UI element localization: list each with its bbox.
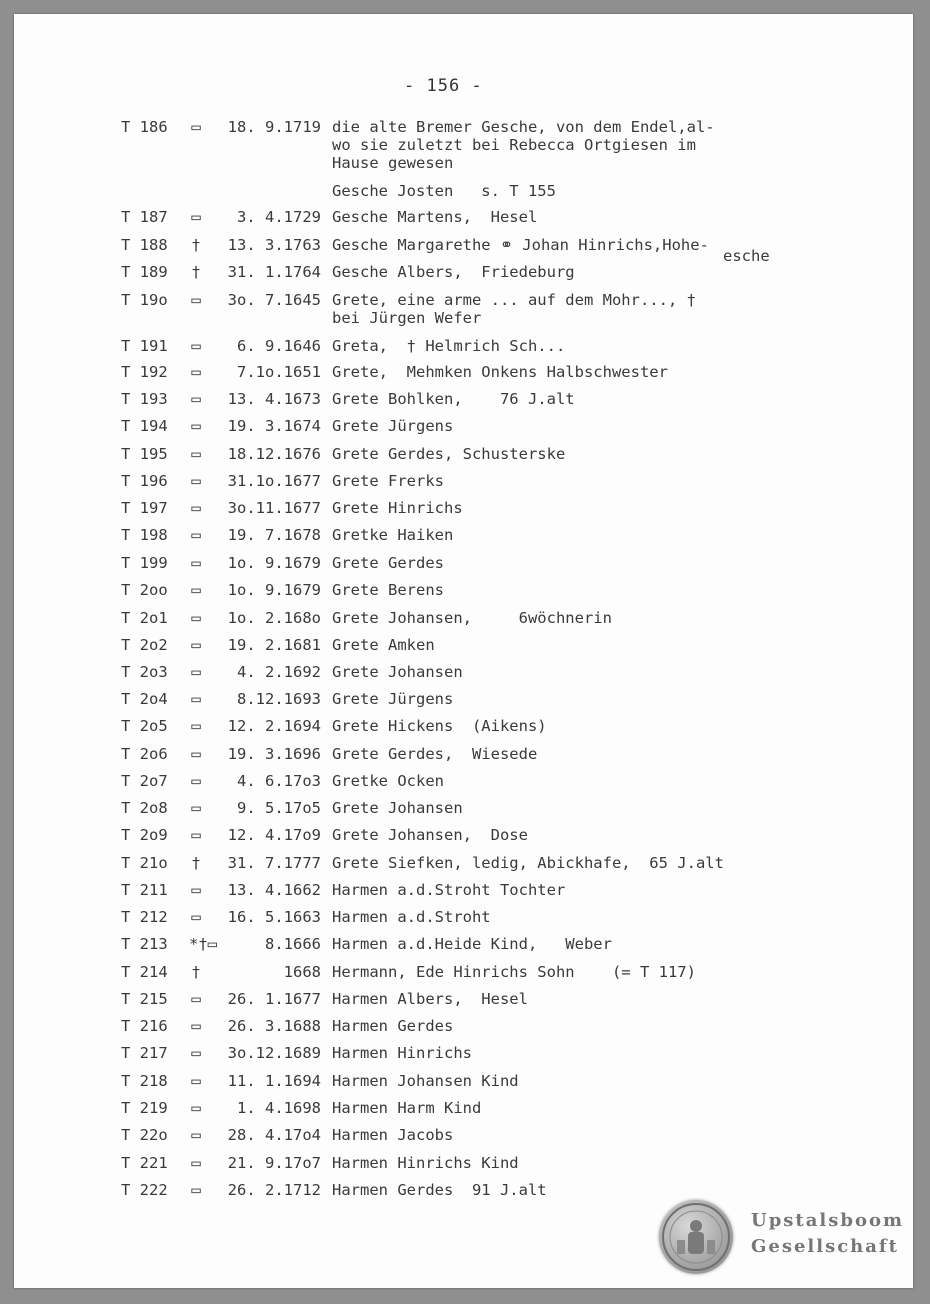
entry-date: 8.1666 (265, 935, 321, 953)
entry-id: T 2oo (121, 581, 168, 599)
entry-text: Harmen Hinrichs Kind (332, 1154, 519, 1172)
entry-mark: ▭ (191, 990, 201, 1008)
entry-date: 19. 3.1674 (227, 417, 321, 435)
entry-text: Grete Bohlken, 76 J.alt (332, 390, 575, 408)
entry-date: 18. 9.1719 (227, 118, 321, 136)
entry-id: T 215 (121, 990, 168, 1008)
entry-text: Grete Siefken, ledig, Abickhafe, 65 J.alt (332, 854, 724, 872)
entry-mark: ▭ (191, 337, 201, 355)
entry-mark: ▭ (191, 745, 201, 763)
entry-text: Grete Amken (332, 636, 435, 654)
entry-id: T 214 (121, 963, 168, 981)
watermark-line-2: Gesellschaft (751, 1236, 899, 1257)
entry-id: T 19o (121, 291, 168, 309)
entry-date: 19. 3.1696 (227, 745, 321, 763)
entry-id: T 2o3 (121, 663, 168, 681)
entry-mark: ▭ (191, 609, 201, 627)
entry-date: 31. 7.1777 (227, 854, 321, 872)
document-page (14, 14, 913, 1288)
entry-mark: ▭ (191, 908, 201, 926)
entry-id: T 194 (121, 417, 168, 435)
entry-id: T 2o2 (121, 636, 168, 654)
entry-text: Harmen Gerdes (332, 1017, 454, 1035)
entry-mark: ▭ (191, 208, 201, 226)
entry-date: 31.1o.1677 (227, 472, 321, 490)
entry-text: Grete, eine arme ... auf dem Mohr..., † (332, 291, 696, 309)
entry-date: 18.12.1676 (227, 445, 321, 463)
entry-id: T 196 (121, 472, 168, 490)
entry-date: 6. 9.1646 (237, 337, 321, 355)
entry-mark: ▭ (191, 690, 201, 708)
watermark-line-1: Upstalsboom (751, 1210, 905, 1231)
entry-date: 16. 5.1663 (227, 908, 321, 926)
entry-mark: ▭ (191, 1072, 201, 1090)
entry-text: Gesche Albers, Friedeburg (332, 263, 575, 281)
entry-date: 4. 6.17o3 (237, 772, 321, 790)
entry-id: T 221 (121, 1154, 168, 1172)
entry-mark: † (191, 854, 201, 872)
entry-id: T 186 (121, 118, 168, 136)
entry-text: Harmen Johansen Kind (332, 1072, 519, 1090)
entry-mark: ▭ (191, 554, 201, 572)
entry-mark: ▭ (191, 581, 201, 599)
entry-id: T 193 (121, 390, 168, 408)
entry-text: Grete Jürgens (332, 690, 454, 708)
entry-date: 7.1o.1651 (237, 363, 321, 381)
entry-id: T 187 (121, 208, 168, 226)
watermark (659, 1198, 909, 1278)
entry-note: esche (723, 247, 770, 265)
entry-text: Hermann, Ede Hinrichs Sohn (= T 117) (332, 963, 696, 981)
entry-id: T 2o6 (121, 745, 168, 763)
entry-id: T 218 (121, 1072, 168, 1090)
entry-mark: ▭ (191, 1126, 201, 1144)
entry-date: 12. 2.1694 (227, 717, 321, 735)
entry-date: 1o. 2.168o (227, 609, 321, 627)
entry-id: T 211 (121, 881, 168, 899)
entry-date: 1o. 9.1679 (227, 581, 321, 599)
entry-continuation: Hause gewesen (332, 154, 454, 172)
entry-date: 21. 9.17o7 (227, 1154, 321, 1172)
entry-id: T 197 (121, 499, 168, 517)
entry-date: 13. 4.1662 (227, 881, 321, 899)
entry-id: T 213 (121, 935, 168, 953)
entry-mark: ▭ (191, 118, 201, 136)
entry-date: 11. 1.1694 (227, 1072, 321, 1090)
entry-id: T 191 (121, 337, 168, 355)
entry-text: Harmen a.d.Heide Kind, Weber (332, 935, 612, 953)
register-entries (14, 14, 913, 1288)
entry-id: T 188 (121, 236, 168, 254)
entry-date: 12. 4.17o9 (227, 826, 321, 844)
entry-id: T 199 (121, 554, 168, 572)
entry-id: T 21o (121, 854, 168, 872)
entry-text: Grete Frerks (332, 472, 444, 490)
entry-date: 9. 5.17o5 (237, 799, 321, 817)
entry-text: Gesche Margarethe ⚭ Johan Hinrichs,Hohe- (332, 236, 709, 254)
entry-text: Grete Johansen, 6wöchnerin (332, 609, 612, 627)
entry-mark: ▭ (191, 717, 201, 735)
entry-text: Grete Gerdes, Wiesede (332, 745, 538, 763)
entry-mark: ▭ (191, 1099, 201, 1117)
entry-date: 28. 4.17o4 (227, 1126, 321, 1144)
entry-mark: *†▭ (189, 935, 217, 953)
entry-text: Gretke Haiken (332, 526, 454, 544)
entry-text: Harmen a.d.Stroht Tochter (332, 881, 566, 899)
entry-text: Grete Gerdes (332, 554, 444, 572)
entry-text: Harmen a.d.Stroht (332, 908, 491, 926)
entry-date: 4. 2.1692 (237, 663, 321, 681)
entry-id: T 198 (121, 526, 168, 544)
entry-text: Grete Jürgens (332, 417, 454, 435)
entry-text: Harmen Gerdes 91 J.alt (332, 1181, 547, 1199)
entry-date: 1o. 9.1679 (227, 554, 321, 572)
entry-text: Harmen Hinrichs (332, 1044, 472, 1062)
seal-logo-icon (659, 1200, 733, 1274)
entry-text: Grete Hinrichs (332, 499, 463, 517)
entry-id: T 2o8 (121, 799, 168, 817)
entry-id: T 2o9 (121, 826, 168, 844)
entry-mark: ▭ (191, 499, 201, 517)
entry-text: Greta, † Helmrich Sch... (332, 337, 566, 355)
entry-id: T 2o1 (121, 609, 168, 627)
entry-mark: ▭ (191, 417, 201, 435)
entry-text: Grete Berens (332, 581, 444, 599)
entry-date: 31. 1.1764 (227, 263, 321, 281)
entry-id: T 2o4 (121, 690, 168, 708)
entry-mark: ▭ (191, 1181, 201, 1199)
entry-mark: ▭ (191, 363, 201, 381)
entry-mark: ▭ (191, 826, 201, 844)
entry-id: T 2o5 (121, 717, 168, 735)
entry-mark: ▭ (191, 390, 201, 408)
entry-text: Harmen Jacobs (332, 1126, 454, 1144)
entry-id: T 189 (121, 263, 168, 281)
entry-date: 13. 4.1673 (227, 390, 321, 408)
entry-mark: † (191, 236, 201, 254)
entry-id: T 222 (121, 1181, 168, 1199)
entry-date: 1. 4.1698 (237, 1099, 321, 1117)
entry-text: Gesche Josten s. T 155 (332, 182, 556, 200)
entry-mark: ▭ (191, 799, 201, 817)
entry-mark: ▭ (191, 772, 201, 790)
entry-mark: ▭ (191, 472, 201, 490)
entry-mark: ▭ (191, 526, 201, 544)
entry-id: T 217 (121, 1044, 168, 1062)
entry-text: Gesche Martens, Hesel (332, 208, 538, 226)
entry-continuation: bei Jürgen Wefer (332, 309, 482, 327)
entry-mark: ▭ (191, 636, 201, 654)
entry-text: Grete Johansen (332, 663, 463, 681)
entry-date: 3o. 7.1645 (227, 291, 321, 309)
entry-date: 26. 3.1688 (227, 1017, 321, 1035)
entry-text: Gretke Ocken (332, 772, 444, 790)
entry-text: Harmen Harm Kind (332, 1099, 482, 1117)
entry-mark: † (191, 963, 201, 981)
entry-continuation: wo sie zuletzt bei Rebecca Ortgiesen im (332, 136, 696, 154)
entry-id: T 22o (121, 1126, 168, 1144)
entry-date: 1668 (283, 963, 321, 981)
entry-text: Harmen Albers, Hesel (332, 990, 528, 1008)
entry-date: 26. 2.1712 (227, 1181, 321, 1199)
entry-text: Grete Hickens (Aikens) (332, 717, 547, 735)
entry-id: T 195 (121, 445, 168, 463)
entry-date: 26. 1.1677 (227, 990, 321, 1008)
entry-date: 3o.12.1689 (227, 1044, 321, 1062)
entry-id: T 219 (121, 1099, 168, 1117)
entry-date: 3. 4.1729 (237, 208, 321, 226)
entry-date: 19. 2.1681 (227, 636, 321, 654)
entry-text: Grete Johansen, Dose (332, 826, 528, 844)
entry-date: 8.12.1693 (237, 690, 321, 708)
entry-mark: ▭ (191, 881, 201, 899)
entry-mark: ▭ (191, 445, 201, 463)
page-number: - 156 - (404, 76, 483, 96)
entry-id: T 192 (121, 363, 168, 381)
entry-mark: ▭ (191, 1044, 201, 1062)
entry-mark: ▭ (191, 1017, 201, 1035)
entry-text: die alte Bremer Gesche, von dem Endel,al- (332, 118, 715, 136)
entry-text: Grete, Mehmken Onkens Halbschwester (332, 363, 668, 381)
entry-id: T 2o7 (121, 772, 168, 790)
entry-date: 3o.11.1677 (227, 499, 321, 517)
entry-mark: ▭ (191, 1154, 201, 1172)
entry-date: 13. 3.1763 (227, 236, 321, 254)
entry-mark: † (191, 263, 201, 281)
entry-mark: ▭ (191, 663, 201, 681)
entry-date: 19. 7.1678 (227, 526, 321, 544)
entry-mark: ▭ (191, 291, 201, 309)
entry-text: Grete Johansen (332, 799, 463, 817)
entry-text: Grete Gerdes, Schusterske (332, 445, 566, 463)
entry-id: T 216 (121, 1017, 168, 1035)
entry-id: T 212 (121, 908, 168, 926)
